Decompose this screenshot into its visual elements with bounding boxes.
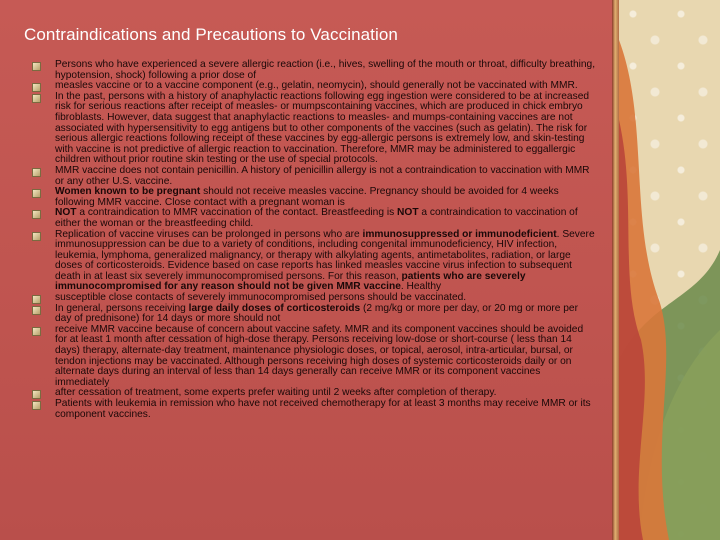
body-text: Persons who have experienced a severe allergic reaction (i.e., hives, swelling of the mouth or throat, difficulty breathing, hypotension, shock) following a prior dose of	[55, 59, 596, 81]
body-text: a contraindication to MMR vaccination of the contact. Breastfeeding is	[76, 207, 398, 219]
list-item	[32, 166, 597, 187]
square-bullet-icon	[32, 232, 41, 241]
list-item	[32, 92, 597, 166]
bold-text: NOT	[397, 207, 419, 219]
list-item	[32, 304, 597, 325]
body-text: after cessation of treatment, some experts prefer waiting until 2 weeks after completion of therapy.	[55, 387, 497, 399]
body-text: Patients with leukemia in remission who have not received chemotherapy for at least 3 months may receive MMR or its component vaccines.	[55, 398, 591, 420]
list-item	[32, 60, 597, 81]
decoration-art	[619, 0, 720, 540]
square-bullet-icon	[32, 327, 41, 336]
list-item	[32, 230, 597, 294]
bold-text: Women known to be pregnant	[55, 186, 201, 198]
list-item	[32, 325, 597, 389]
list-item	[32, 187, 597, 208]
bold-text: patients who are severely immunocompromised for any reason should not be given MMR vaccine	[55, 270, 526, 293]
bold-text: immunosuppressed or immunodeficient	[362, 228, 557, 240]
square-bullet-icon	[32, 189, 41, 198]
square-bullet-icon	[32, 210, 41, 219]
body-text: MMR vaccine does not contain penicillin. A history of penicillin allergy is not a contraindication to vaccination with MMR or any other U.S. vaccine.	[55, 164, 590, 187]
square-bullet-icon	[32, 94, 41, 103]
square-bullet-icon	[32, 62, 41, 71]
body-text: In the past, persons with a history of anaphylactic reactions following egg ingestion were considered to be at increased risk for serious reactions after receipt of measles- or mumpscontaining vaccines, which are produced in chick embryo fibroblasts. However, data suggest that anaphylactic reactions to measles- and mumps-containing vaccines are not associated with hypersensitivity to egg antigens but to other components of the vaccines (such as gelatin). The risk for serious allergic reactions following receipt of these vaccines by egg-allergic persons is extremely low, and skin-testing with vaccine is not predictive of allergic reaction to vaccination. Therefore, MMR may be administered to eggallergic children without prior routine skin testing or the use of special protocols.	[55, 90, 590, 166]
body-text: should not receive measles vaccine. Pregnancy should be avoided for 4 weeks following MMR vaccine. Close contact with a pregnant woman is	[55, 186, 559, 208]
body-text: a contraindication to vaccination of either the woman or the breastfeeding child.	[55, 207, 578, 229]
slide-title: Contraindications and Precautions to Vaccination	[24, 25, 398, 44]
square-bullet-icon	[32, 306, 41, 315]
body-text: . Healthy	[400, 281, 442, 293]
body-text: measles vaccine or to a vaccine component (e.g., gelatin, neomycin), should generally not be vaccinated with MMR.	[55, 80, 578, 92]
square-bullet-icon	[32, 168, 41, 177]
body-text: susceptible close contacts of severely immunocompromised persons should be vaccinated.	[55, 292, 467, 304]
body-text: . Severe immunosuppression can be due to a variety of conditions, including congenital immunodeficiency, HIV infection, leukemia, lymphoma, generalized malignancy, or therapy with alkylating agents, antimetabolites, radiation, or large doses of corticosteroids. Evidence based on case reports has linked measles vaccine virus infection to subsequent death in at least six severely immunocompromised persons. For this reason,	[55, 228, 595, 282]
square-bullet-icon	[32, 401, 41, 410]
body-text: Replication of vaccine viruses can be prolonged in persons who are	[55, 228, 363, 240]
body-text: (2 mg/kg or more per day, or 20 mg or more per day of prednisone) for 14 days or more should not	[55, 302, 578, 325]
floral-pattern-decoration	[619, 0, 720, 540]
bold-text: NOT	[55, 207, 77, 219]
body-text: In general, persons receiving	[55, 302, 189, 314]
body-text: receive MMR vaccine because of concern about vaccine safety. MMR and its component vaccines should be avoided for at least 1 month after cessation of high-dose therapy. Persons receiving low-dose or short-course ( less than 14 days) therapy, alternate-day treatment, maintenance physiologic doses, or topical, aerosol, intra-articular, bursal, or tendon injections may be vaccinated. Although persons receiving high doses of systemic corticosteroids daily or on alternate days during an interval of less than 14 days generally can receive MMR or its component vaccines immediately	[55, 323, 584, 388]
list-item	[32, 208, 597, 229]
list-item	[32, 399, 597, 420]
bold-text: large daily doses of corticosteroids	[188, 302, 361, 314]
bullet-list	[32, 60, 597, 420]
